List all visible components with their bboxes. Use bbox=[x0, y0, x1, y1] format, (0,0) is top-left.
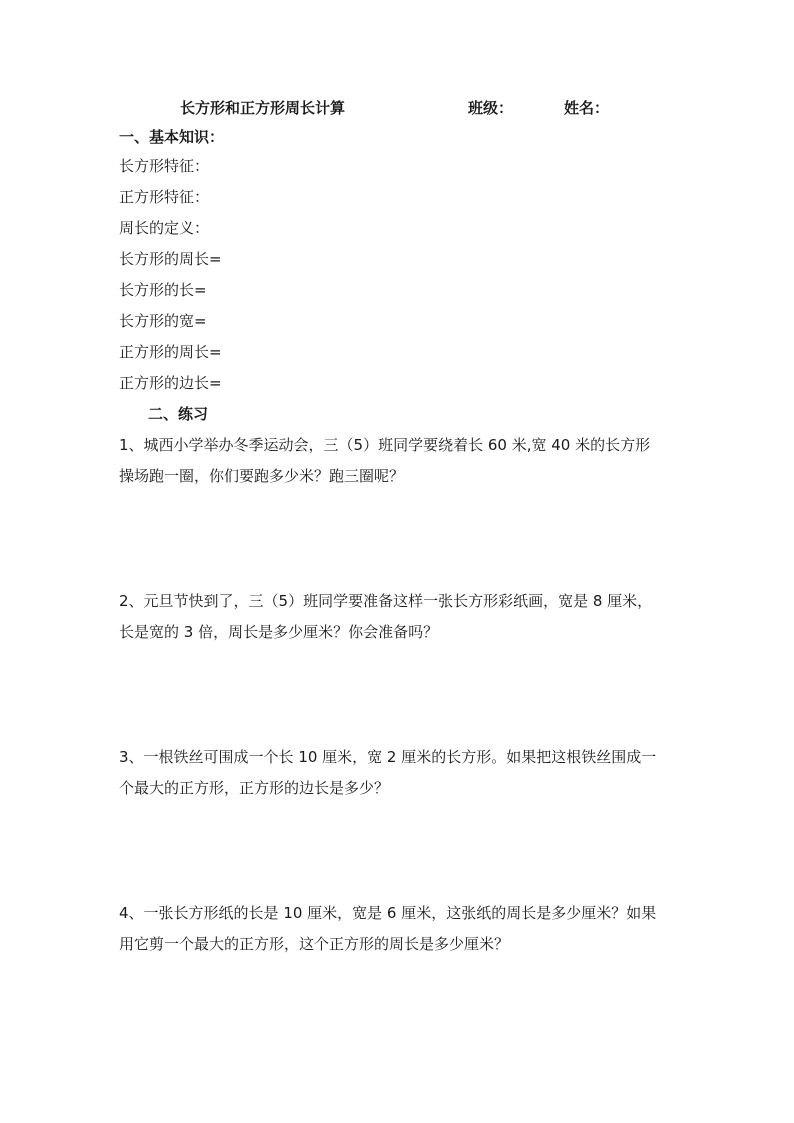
basic-item-square-features: 正方形特征： bbox=[119, 188, 210, 206]
basic-item-rect-features: 长方形特征： bbox=[119, 157, 210, 175]
basic-item-square-side: 正方形的边长= bbox=[119, 374, 222, 392]
question-1-line-2: 操场跑一圈，你们要跑多少米？跑三圈呢？ bbox=[119, 467, 405, 485]
worksheet-title: 长方形和正方形周长计算 bbox=[180, 99, 346, 117]
basic-item-square-perimeter: 正方形的周长= bbox=[119, 343, 222, 361]
question-3-line-2: 个最大的正方形，正方形的边长是多少？ bbox=[119, 779, 390, 797]
question-1-line-1: 1、城西小学举办冬季运动会，三（5）班同学要绕着长 60 米,宽 40 米的长方形 bbox=[119, 436, 651, 454]
section-basic-heading: 一、基本知识： bbox=[119, 128, 225, 146]
basic-item-rect-perimeter: 长方形的周长= bbox=[119, 250, 222, 268]
title-row bbox=[0, 97, 794, 119]
question-4-line-2: 用它剪一个最大的正方形，这个正方形的周长是多少厘米？ bbox=[119, 935, 510, 953]
basic-item-rect-width: 长方形的宽= bbox=[119, 312, 207, 330]
question-4-line-1: 4、一张长方形纸的长是 10 厘米，宽是 6 厘米，这张纸的周长是多少厘米？如果 bbox=[119, 904, 657, 922]
name-label: 姓名： bbox=[564, 99, 610, 117]
class-label: 班级： bbox=[468, 99, 514, 117]
question-3-line-1: 3、一根铁丝可围成一个长 10 厘米，宽 2 厘米的长方形。如果把这根铁丝围成一 bbox=[119, 748, 657, 766]
question-2-line-2: 长是宽的 3 倍，周长是多少厘米？你会准备吗？ bbox=[119, 623, 439, 641]
question-2-line-1: 2、元旦节快到了，三（5）班同学要准备这样一张长方形彩纸画，宽是 8 厘米， bbox=[119, 592, 653, 610]
basic-item-perimeter-definition: 周长的定义： bbox=[119, 219, 210, 237]
basic-item-rect-length: 长方形的长= bbox=[119, 281, 207, 299]
section-practice-heading: 二、练习 bbox=[148, 405, 209, 423]
